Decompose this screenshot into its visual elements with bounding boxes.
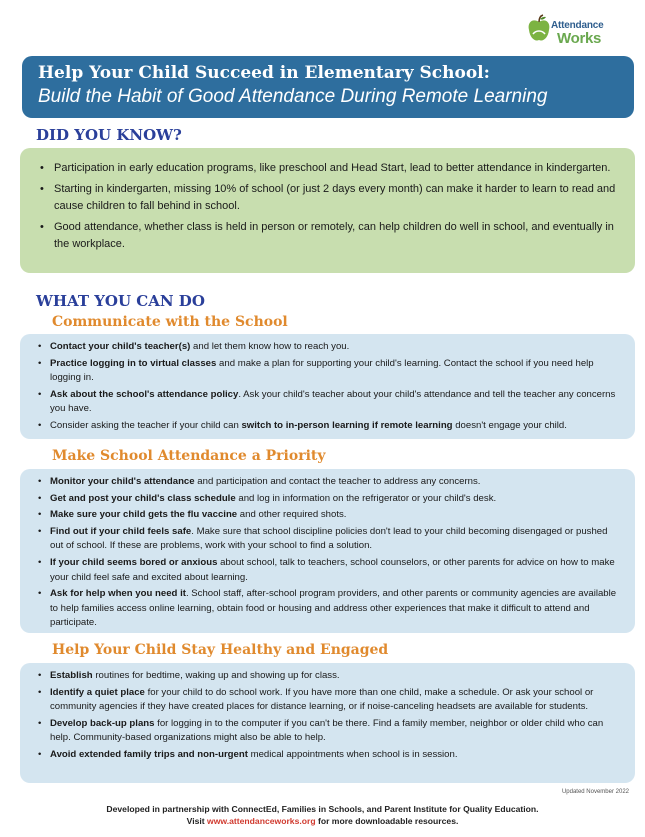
communicate-item: • Contact your child's teacher(s) and let them know how to reach you.: [38, 340, 619, 355]
page-subtitle: Build the Habit of Good Attendance During Remote Learning: [38, 86, 548, 107]
did-you-know-item: • Good attendance, whether class is held in person or remotely, can help children do well in school, and eventually in the workplace.: [40, 219, 619, 253]
priority-item: • If your child seems bored or anxious about school, talk to teachers, school counselors, or other parents for advice on how to make your child feel safe and excited about learning.: [38, 556, 619, 585]
did-you-know-heading: DID YOU KNOW?: [36, 126, 182, 144]
communicate-item: • Practice logging in to virtual classes and make a plan for supporting your child's learning. Contact the school if you need help logging in.: [38, 357, 619, 386]
did-you-know-item: • Participation in early education programs, like preschool and Head Start, lead to better attendance in kindergarten.: [40, 160, 619, 177]
title-banner: [22, 56, 634, 118]
communicate-heading: Communicate with the School: [52, 314, 288, 330]
healthy-item: • Avoid extended family trips and non-urgent medical appointments when school is in session.: [38, 748, 619, 763]
did-you-know-box: [20, 148, 635, 273]
priority-heading: Make School Attendance a Priority: [52, 448, 326, 464]
communicate-item: • Consider asking the teacher if your child can switch to in-person learning if remote learning doesn't engage your child.: [38, 419, 619, 434]
logo-line1: Attendance: [551, 20, 604, 31]
communicate-item: • Ask about the school's attendance policy. Ask your child's teacher about your child's attendance and tell the teacher any concerns you have.: [38, 388, 619, 417]
communicate-box: [20, 334, 635, 439]
updated-date: Updated November 2022: [561, 789, 629, 795]
page-title: Help Your Child Succeed in Elementary School:: [38, 63, 490, 83]
attendance-works-logo: [527, 12, 623, 50]
priority-item: • Make sure your child gets the flu vaccine and other required shots.: [38, 508, 619, 523]
priority-item: • Find out if your child feels safe. Make sure that school discipline policies don't lead to your child becoming disengaged or pushed out of school. If these are problems, work with your school to find a solution.: [38, 525, 619, 554]
did-you-know-item: • Starting in kindergarten, missing 10% of school (or just 2 days every month) can make it harder to learn to read and cause children to fall behind in school.: [40, 181, 619, 215]
healthy-item: • Identify a quiet place for your child to do school work. If you have more than one child, make a schedule. Or ask your school or community agencies if they have created places for distance learning, or if noise-canceling headsets are available for students.: [38, 686, 619, 715]
website-link[interactable]: www.attendanceworks.org: [207, 816, 316, 826]
priority-box: [20, 469, 635, 633]
priority-item: • Ask for help when you need it. School staff, after-school program providers, and other parents or community agencies are available to help families access online learning, obtain food or housing and address other experiences that make it difficult to attend and participate.: [38, 587, 619, 631]
footer: [0, 803, 645, 827]
healthy-heading: Help Your Child Stay Healthy and Engaged: [52, 642, 389, 658]
footer-line1: Developed in partnership with ConnectEd, Families in Schools, and Parent Institute for Quality Education.: [106, 804, 539, 814]
footer-line2: Visit www.attendanceworks.org for more downloadable resources.: [186, 816, 459, 826]
priority-item: • Get and post your child's class schedule and log in information on the refrigerator or your child's desk.: [38, 492, 619, 507]
apple-logo-icon: [527, 14, 551, 44]
healthy-box: [20, 663, 635, 783]
priority-item: • Monitor your child's attendance and participation and contact the teacher to address any concerns.: [38, 475, 619, 490]
what-you-can-do-heading: WHAT YOU CAN DO: [36, 292, 205, 310]
logo-line2: Works: [557, 30, 602, 47]
healthy-item: • Develop back-up plans for logging in to the computer if you can't be there. Find a family member, neighbor or older child who can help. Community-based organizations might also be able to help.: [38, 717, 619, 746]
healthy-item: • Establish routines for bedtime, waking up and showing up for class.: [38, 669, 619, 684]
